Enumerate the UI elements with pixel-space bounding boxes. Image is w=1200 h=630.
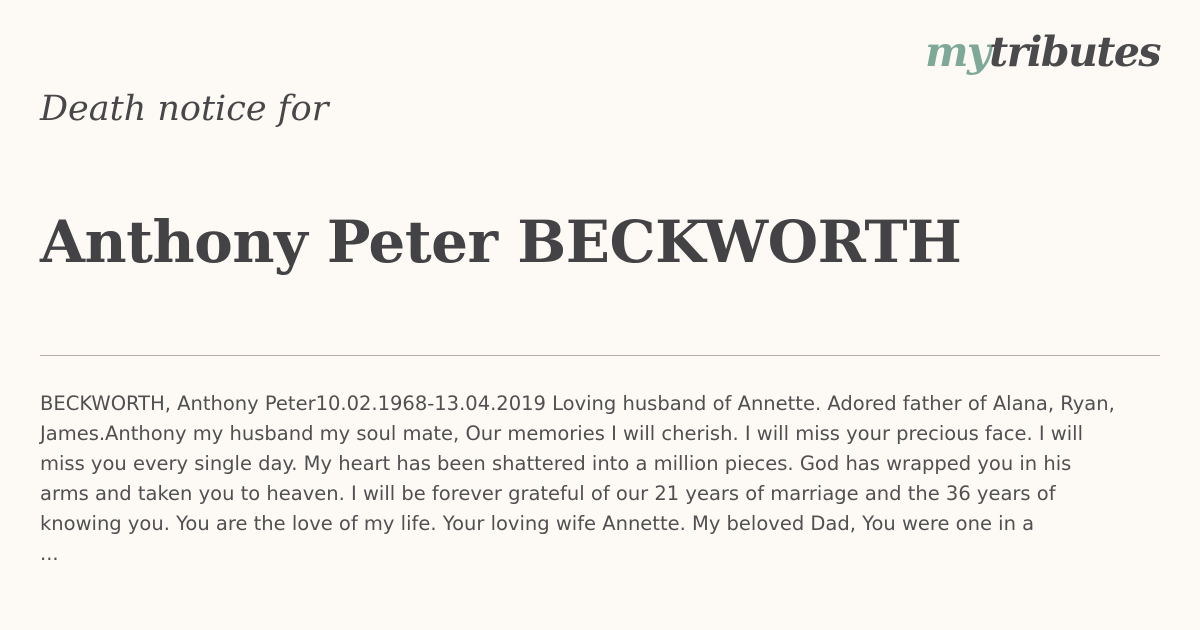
mytributes-logo[interactable] <box>925 28 1160 76</box>
logo-suffix: tributes <box>989 28 1160 76</box>
notice-subtitle: Death notice for <box>40 89 329 129</box>
deceased-name: Anthony Peter BECKWORTH <box>40 208 962 276</box>
divider <box>40 355 1160 356</box>
notice-body-text: BECKWORTH, Anthony Peter10.02.1968-13.04.2019 Loving husband of Annette. Adored father of Alana, Ryan, James.Anthony my husband my soul mate, Our memories I will cherish. I will miss your precious face. I will miss you every single day. My heart has been shattered into a million pieces. God has wrapped you in his arms and taken you to heaven. I will be forever grateful of our 21 years of marriage and the 36 years of knowing you. You are the love of my life. Your loving wife Annette. My beloved Dad, You were one in a ... <box>40 392 1115 565</box>
logo-prefix: my <box>925 28 990 76</box>
